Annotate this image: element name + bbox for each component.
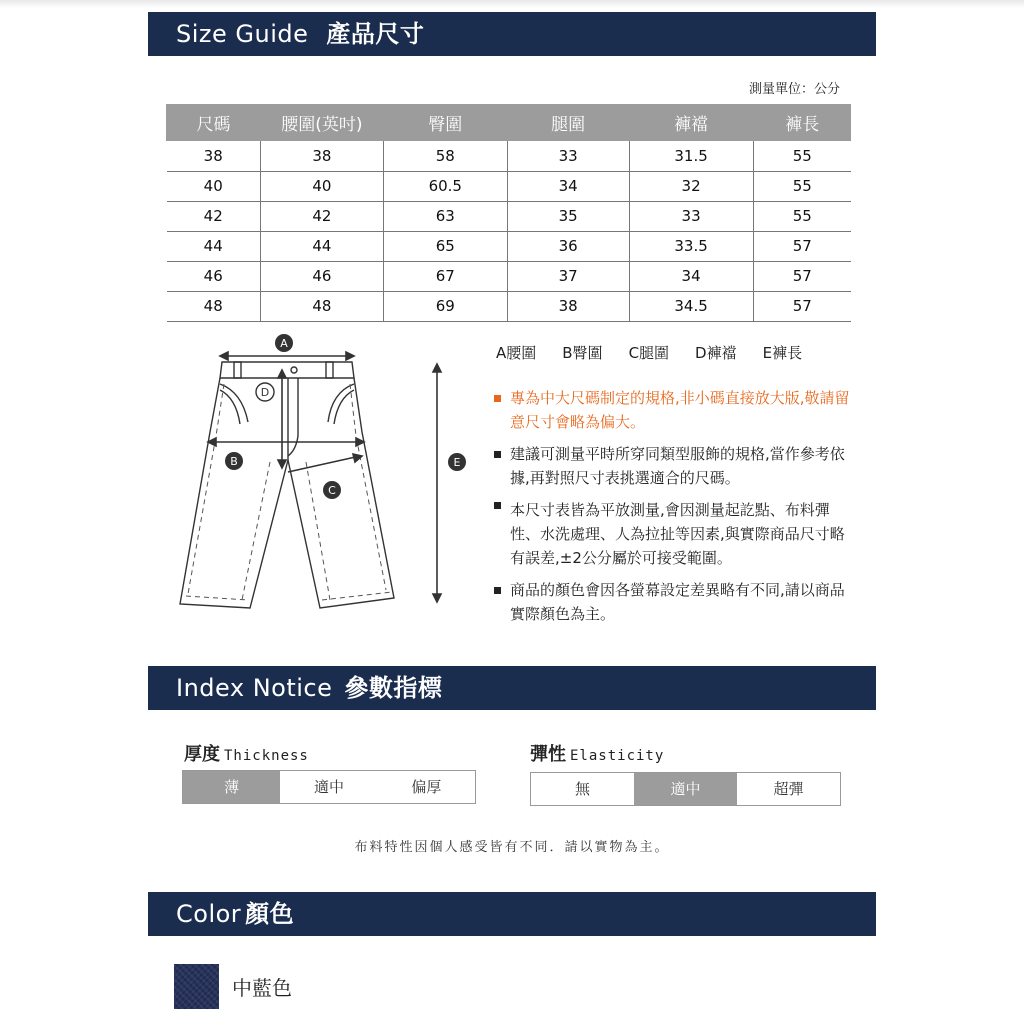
fabric-note: 布料特性因個人感受皆有不同．請以實物為主。 [354,840,670,855]
table-cell: 63 [383,201,507,231]
unit-note: 測量單位：公分 [748,82,840,97]
marker-b [225,452,243,470]
marker-c [323,481,341,499]
table-cell: 33 [629,201,753,231]
marker-e-text: E [453,456,461,469]
size-table [166,104,851,322]
table-cell: 57 [753,291,851,321]
note-color [494,578,854,626]
elasticity-option: 超彈 [773,780,804,798]
table-row [167,171,852,201]
legend-thigh: C腿圍 [628,344,670,362]
table-cell: 33.5 [629,231,753,261]
table-cell: 40 [260,171,383,201]
table-cell: 34 [629,261,753,291]
color-header [148,892,876,936]
size-table-header-cell: 褲襠 [629,104,753,141]
thickness-label [184,740,309,766]
note-oversize [494,386,854,434]
table-cell: 67 [383,261,507,291]
index-notice-title-en: Index Notice [176,674,333,702]
table-cell: 38 [507,291,629,321]
pants-diagram [170,332,480,622]
note-measure [494,442,854,490]
pants-outline [180,362,394,608]
elasticity-label [530,740,664,766]
legend-waist: A腰圍 [496,344,537,362]
note-oversize-text: 專為中大尺碼制定的規格,非小碼直接放大版,敬請留意尺寸會略為偏大。 [510,389,850,431]
table-cell: 36 [507,231,629,261]
table-cell: 48 [260,291,383,321]
table-cell: 65 [383,231,507,261]
elasticity-gauge [530,772,841,806]
legend-length: E褲長 [762,344,803,362]
elasticity-option: 無 [574,780,590,798]
marker-b-text: B [230,455,238,468]
note-measure-text: 建議可測量平時所穿同類型服飾的規格,當作參考依據,再對照尺寸表挑選適合的尺碼。 [510,445,845,487]
color-title-en: Color [176,900,242,928]
table-row [167,141,852,171]
thickness-label-en: Thickness [224,748,309,764]
table-cell: 58 [383,141,507,171]
size-table-header-cell: 腿圍 [507,104,629,141]
table-cell: 60.5 [383,171,507,201]
table-row [167,261,852,291]
size-notes [494,386,854,634]
bullet-icon [494,395,501,402]
table-row [167,231,852,261]
note-flat [494,498,854,570]
legend-crotch: D褲襠 [695,344,737,362]
bullet-icon [494,587,501,594]
table-cell: 48 [167,291,261,321]
marker-d-text: D [260,386,270,399]
table-cell: 38 [167,141,261,171]
thickness-option: 偏厚 [411,778,442,796]
thickness-option: 適中 [313,778,344,796]
pants-stitching [186,384,392,600]
table-cell: 57 [753,231,851,261]
measure-lines [208,352,441,602]
marker-d [256,383,274,401]
size-guide-title-zh: 產品尺寸 [326,20,425,48]
elasticity-label-zh: 彈性 [530,744,566,765]
table-cell: 35 [507,201,629,231]
table-cell: 55 [753,201,851,231]
bullet-icon [494,451,501,458]
index-notice-title-zh: 參數指標 [344,674,443,702]
table-row [167,201,852,231]
marker-c-text: C [328,484,336,497]
marker-a [275,334,293,352]
table-cell: 42 [167,201,261,231]
size-table-header-cell: 臀圍 [383,104,507,141]
table-cell: 34 [507,171,629,201]
note-flat-text: 本尺寸表皆為平放測量,會因測量起訖點、布料彈性、水洗處理、人為拉扯等因素,與實際商品尺寸略有誤差,±2公分屬於可接受範圍。 [510,501,845,567]
index-notice-header [148,666,876,710]
table-cell: 34.5 [629,291,753,321]
size-guide-header [148,12,876,56]
thickness-gauge [182,770,476,804]
thickness-option: 薄 [183,771,280,803]
table-cell: 44 [260,231,383,261]
size-table-header-cell: 腰圍(英吋) [260,104,383,141]
color-name: 中藍色 [232,976,292,1000]
legend-hip: B臀圍 [562,344,603,362]
size-guide-title-en: Size Guide [176,20,309,48]
table-cell: 46 [167,261,261,291]
size-table-header-cell: 尺碼 [167,104,261,141]
note-color-text: 商品的顏色會因各螢幕設定差異略有不同,請以商品實際顏色為主。 [510,581,845,623]
color-swatch [174,964,219,1009]
table-cell: 31.5 [629,141,753,171]
table-cell: 42 [260,201,383,231]
elasticity-option: 適中 [634,773,737,805]
table-cell: 44 [167,231,261,261]
table-cell: 33 [507,141,629,171]
table-cell: 69 [383,291,507,321]
color-title-zh: 顏色 [245,900,295,928]
table-cell: 55 [753,171,851,201]
table-cell: 46 [260,261,383,291]
table-cell: 55 [753,141,851,171]
table-row [167,291,852,321]
marker-a-text: A [280,337,288,350]
top-strip [0,0,1024,8]
table-cell: 40 [167,171,261,201]
bullet-icon [494,502,501,509]
elasticity-label-en: Elasticity [570,748,665,764]
table-cell: 38 [260,141,383,171]
diagram-legend [496,342,802,363]
table-cell: 57 [753,261,851,291]
table-cell: 37 [507,261,629,291]
thickness-label-zh: 厚度 [184,744,220,765]
marker-e [448,453,466,471]
size-table-header-row [167,104,852,141]
table-cell: 32 [629,171,753,201]
size-table-header-cell: 褲長 [753,104,851,141]
